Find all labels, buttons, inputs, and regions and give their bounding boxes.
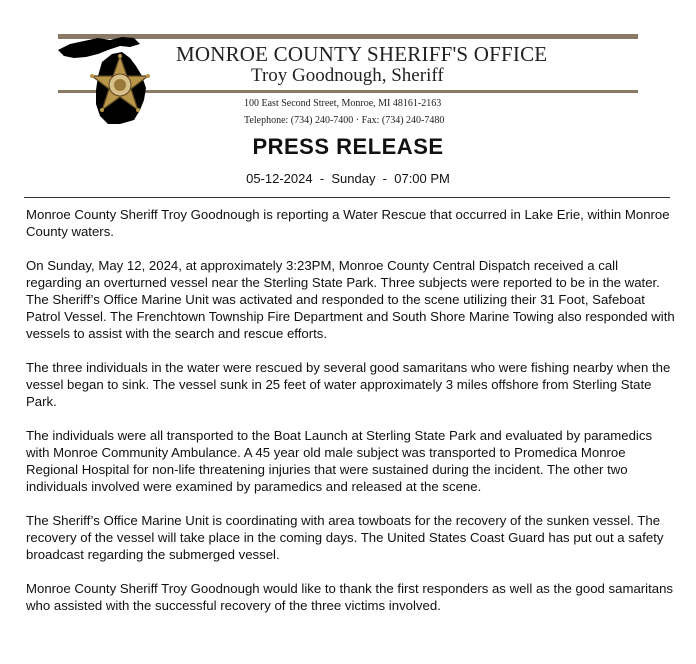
office-phone: Telephone: (734) 240-7400 · Fax: (734) 240-7480 [244,115,445,126]
sheriff-name: Troy Goodnough, Sheriff [251,65,444,86]
press-release-title: PRESS RELEASE [252,134,444,159]
body-paragraph: Monroe County Sheriff Troy Goodnough would like to thank the first responders as well as the good samaritans who assisted with the successful recovery of the three victims involved. [26,581,674,613]
body-paragraph: The individuals were all transported to the Boat Launch at Sterling State Park and evaluated by paramedics with Monroe Community Ambulance. A 45 year old male subject was transported to Promedica Monroe Regional Hospital for non-life threatening injuries that were sustained during the incident. The other two individuals involved were examined by paramedics and released at the scene. [26,428,653,494]
title-divider [24,197,670,198]
release-body [26,206,676,631]
release-dateline: 05-12-2024 - Sunday - 07:00 PM [246,171,450,186]
office-name: MONROE COUNTY SHERIFF'S OFFICE [176,42,548,66]
body-paragraph: On Sunday, May 12, 2024, at approximately 3:23PM, Monroe County Central Dispatch received a call regarding an overturned vessel near the Sterling State Park. Three subjects were reported to be in the water. The Sheriff’s Office Marine Unit was activated and responded to the scene utilizing their 31 Foot, Safeboat Patrol Vessel. The Frenchtown Township Fire Department and South Shore Marine Towing also responded with vessels to assist with the search and rescue efforts. [26,258,675,341]
michigan-sheriff-star-badge-icon [50,24,220,132]
body-paragraph: The three individuals in the water were rescued by several good samaritans who were fishing nearby when the vessel began to sink. The vessel sunk in 25 feet of water approximately 3 miles offshore from Sterling State Park. [26,360,671,409]
body-paragraph: The Sheriff’s Office Marine Unit is coordinating with area towboats for the recovery of the sunken vessel. The recovery of the vessel will take place in the coming days. The United States Coast Guard has put out a safety broadcast regarding the submerged vessel. [26,513,664,562]
office-address: 100 East Second Street, Monroe, MI 48161-2163 [244,98,442,109]
body-paragraph: Monroe County Sheriff Troy Goodnough is reporting a Water Rescue that occurred in Lake Erie, within Monroe County waters. [26,207,670,239]
